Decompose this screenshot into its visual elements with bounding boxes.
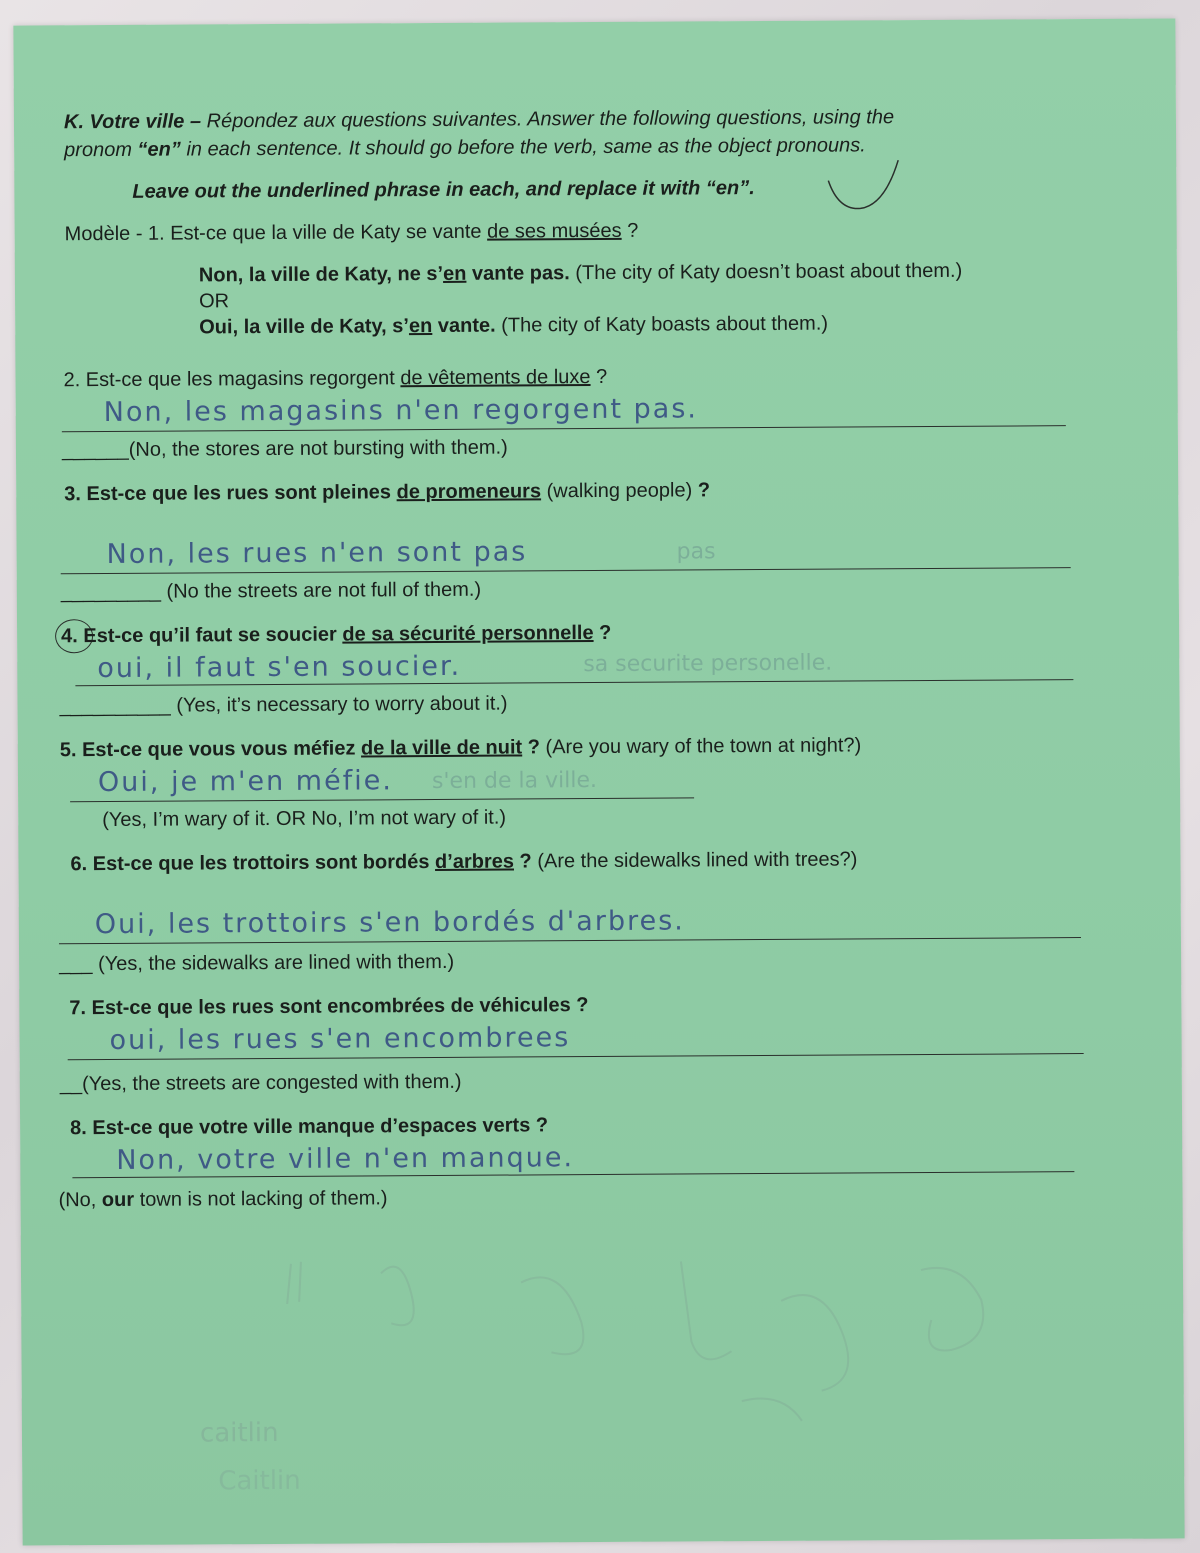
section-title: K. Votre ville –	[63, 110, 202, 134]
instruction-en: “en”	[137, 138, 181, 161]
q6-underlined: d’arbres	[434, 850, 515, 874]
model-underlined: de ses musées	[487, 219, 622, 243]
bleed-through-name-2: Caitlin	[218, 1465, 301, 1497]
answer-5-erased: s'en de la ville.	[431, 768, 598, 795]
blank-2: ______	[61, 438, 129, 462]
answer-8-handwriting: Non, votre ville n'en manque.	[116, 1142, 575, 1176]
question-5	[60, 734, 862, 762]
trans-7: (Yes, the streets are congested with them.)	[82, 1070, 462, 1096]
answer-5-line	[70, 797, 694, 802]
q2-pre: 2. Est-ce que les magasins regorgent	[63, 367, 401, 392]
answer-3-erased: pas	[676, 539, 716, 565]
bleed-through-name-1: caitlin	[199, 1417, 279, 1449]
trans-8c: town is not lacking of them.)	[134, 1187, 388, 1211]
model-ans1t: (The city of Katy doesn’t boast about them.)	[569, 259, 963, 285]
q3-mid: (walking people)	[540, 479, 693, 503]
q5-post: ?	[522, 736, 541, 759]
q4-underlined: de sa sécurité personnelle	[342, 622, 594, 646]
model-label: Modèle - 1. Est-ce que la ville de Katy se vante	[64, 220, 488, 246]
question-8: 8. Est-ce que votre ville manque d’espaces verts ?	[70, 1114, 549, 1140]
q4-pre: Est-ce qu’il faut se soucier	[77, 623, 343, 648]
blank-6: ___	[59, 953, 93, 976]
trans-8b: our	[101, 1188, 135, 1212]
model-answer-1	[199, 260, 962, 288]
header-line-2	[64, 134, 866, 162]
translation-4	[59, 693, 507, 719]
blank-7: __	[59, 1073, 83, 1096]
translation-2	[62, 437, 508, 463]
model-ans1a: Non, la ville de Katy, ne s’	[198, 262, 444, 287]
q5-underlined: de la ville de nuit	[360, 736, 523, 760]
model-or: OR	[198, 290, 230, 313]
q6-pre: 6. Est-ce que les trottoirs sont bordés	[70, 851, 436, 876]
q3-pre: 3. Est-ce que les rues sont pleines	[64, 481, 397, 506]
model-question	[65, 220, 639, 247]
translation-8	[58, 1187, 387, 1212]
blank-4: __________	[59, 694, 171, 718]
q5-pre: 5. Est-ce que vous vous méfiez	[59, 737, 362, 762]
translation-5: (Yes, I’m wary of it. OR No, I’m not wary of it.)	[102, 806, 507, 832]
model-ans2t: (The city of Katy boasts about them.)	[495, 312, 829, 337]
q4-post: ?	[593, 621, 612, 645]
instruction-line-1: Répondez aux questions suivantes. Answer the following questions, using the	[206, 106, 895, 133]
trans-6: (Yes, the sidewalks are lined with them.)	[92, 950, 455, 976]
answer-7-handwriting: oui, les rues s'en encombrees	[109, 1022, 571, 1056]
answer-5-handwriting: Oui, je m'en méfie.	[97, 765, 393, 799]
trans-8a: (No,	[58, 1189, 102, 1212]
instruction-line-2a: pronom	[64, 138, 138, 162]
translation-7	[60, 1071, 462, 1096]
answer-4-handwriting: oui, il faut s'en soucier.	[97, 650, 462, 685]
translation-3	[61, 579, 481, 605]
q4-num: 4.	[61, 625, 78, 648]
q2-underlined: de vêtements de luxe	[400, 366, 591, 390]
q6-translation: (Are the sidewalks lined with trees?)	[531, 848, 858, 873]
answer-3-handwriting: Non, les rues n'en sont pas	[106, 536, 528, 571]
model-ans1b: vante pas.	[466, 262, 570, 285]
model-ans2u: en	[408, 315, 433, 338]
bleed-through-scribbles	[261, 1239, 1022, 1464]
model-ans1u: en	[442, 262, 467, 285]
model-ans2a: Oui, la ville de Katy, s’	[199, 315, 409, 339]
instruction-line-3: Leave out the underlined phrase in each, and replace it with “en”.	[132, 177, 755, 203]
translation-6	[59, 951, 454, 976]
question-6	[70, 848, 857, 876]
model-answer-2	[199, 313, 828, 340]
trans-2: (No, the stores are not bursting with them.)	[128, 436, 508, 461]
checkmark-scribble	[824, 150, 904, 220]
header-line-1	[64, 106, 894, 134]
q2-post: ?	[590, 365, 608, 389]
q3-underlined: de promeneurs	[396, 480, 542, 504]
model-end: ?	[621, 219, 639, 242]
q3-post: ?	[692, 479, 711, 502]
trans-3: (No the streets are not full of them.)	[160, 578, 482, 603]
q5-translation: (Are you wary of the town at night?)	[539, 734, 862, 759]
blank-3: _________	[60, 580, 162, 604]
answer-6-handwriting: Oui, les trottoirs s'en bordés d'arbres.	[94, 905, 685, 941]
answer-2-handwriting: Non, les magasins n'en regorgent pas.	[103, 393, 699, 429]
q6-post: ?	[513, 850, 532, 873]
model-ans2b: vante.	[432, 314, 496, 338]
worksheet-page	[13, 18, 1184, 1545]
instruction-line-2c: in each sentence. It should go before the verb, same as the object pronouns.	[180, 134, 866, 161]
question-4	[61, 622, 611, 648]
trans-4: (Yes, it’s necessary to worry about it.)	[170, 692, 508, 717]
question-2	[63, 366, 607, 392]
question-7: 7. Est-ce que les rues sont encombrées de véhicules ?	[69, 994, 589, 1020]
question-3	[64, 479, 710, 506]
answer-4-erased: sa securite personelle.	[583, 650, 833, 678]
